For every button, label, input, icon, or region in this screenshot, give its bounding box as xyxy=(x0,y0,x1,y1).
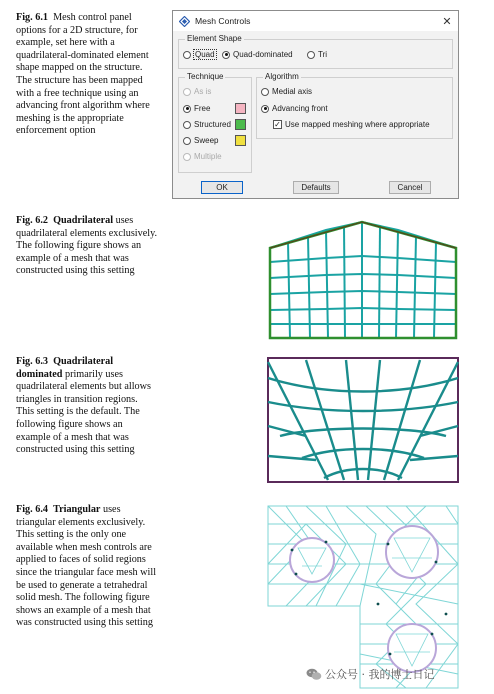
radio-advancing-front-label: Advancing front xyxy=(272,104,328,113)
technique-group xyxy=(178,72,252,173)
hole-left xyxy=(290,538,334,582)
radio-quad-dominated-indicator xyxy=(222,51,230,59)
radio-advancing-front[interactable] xyxy=(261,104,328,113)
radio-free[interactable] xyxy=(183,104,210,113)
radio-as-is[interactable] xyxy=(183,87,211,96)
radio-sweep-indicator xyxy=(183,137,191,145)
caption-text: uses triangular elements exclusively. This setting is the only one available when mesh controls are applied to faces of solid regions since the triangular face mesh will be used to generate a tetrahedral solid mesh. The following figure shows an example of a mesh that was constructed using this setting xyxy=(16,504,157,629)
algorithm-group xyxy=(256,72,453,139)
radio-tri-label: Tri xyxy=(318,50,328,59)
radio-as-is-label: As is xyxy=(194,87,212,96)
radio-as-is-indicator xyxy=(183,88,191,96)
caption-label: Fig. 6.2 xyxy=(16,215,48,226)
radio-medial-axis-label: Medial axis xyxy=(272,87,313,96)
cancel-button[interactable]: Cancel xyxy=(389,181,431,194)
mapped-meshing-label: Use mapped meshing where appropriate xyxy=(285,120,430,129)
mapped-meshing-checkbox[interactable] xyxy=(273,120,430,129)
hole-bottom xyxy=(388,624,436,672)
radio-free-label: Free xyxy=(194,104,211,113)
element-shape-legend: Element Shape xyxy=(187,34,242,43)
radio-multiple[interactable] xyxy=(183,152,222,161)
technique-legend: Technique xyxy=(187,72,224,81)
radio-advancing-front-indicator xyxy=(261,105,269,113)
radio-quad-dominated-label: Quad-dominated xyxy=(233,50,293,59)
quad-dominated-mesh-figure xyxy=(266,356,460,484)
caption-bold: Quadrilateral dominated xyxy=(16,356,114,380)
swatch-free xyxy=(235,103,246,114)
caption-label: Fig. 6.1 xyxy=(16,12,48,23)
caption-label: Fig. 6.3 xyxy=(16,356,48,367)
mesh-controls-dialog xyxy=(172,10,459,199)
caption-fig-6-2 xyxy=(16,215,158,278)
caption-text: primarily uses quadrilateral elements but allows triangles in transition regions. This setting is the default. The following figure shows an example of a mesh that was constructed using this setting xyxy=(16,368,151,456)
mesh-controls-app-icon xyxy=(179,16,190,27)
radio-quad-label: Quad xyxy=(195,50,215,59)
dialog-title: Mesh Controls xyxy=(195,16,251,26)
ok-button[interactable]: OK xyxy=(201,181,243,194)
radio-sweep-label: Sweep xyxy=(194,136,219,145)
defaults-button[interactable]: Defaults xyxy=(293,181,339,194)
radio-tri-indicator xyxy=(307,51,315,59)
radio-multiple-label: Multiple xyxy=(194,152,222,161)
radio-medial-axis[interactable] xyxy=(261,87,312,96)
swatch-structured xyxy=(235,119,246,130)
radio-structured[interactable] xyxy=(183,120,231,129)
watermark xyxy=(306,666,435,682)
radio-structured-label: Structured xyxy=(194,120,231,129)
swatch-sweep xyxy=(235,135,246,146)
quad-mesh-figure xyxy=(266,218,460,342)
caption-fig-6-3 xyxy=(16,356,158,457)
caption-bold: Quadrilateral xyxy=(53,215,114,226)
radio-structured-indicator xyxy=(183,121,191,129)
close-icon[interactable]: ✕ xyxy=(442,15,452,28)
radio-tri[interactable] xyxy=(307,50,327,59)
caption-bold: Triangular xyxy=(53,504,101,515)
radio-medial-axis-indicator xyxy=(261,88,269,96)
caption-label: Fig. 6.4 xyxy=(16,504,48,515)
algorithm-legend: Algorithm xyxy=(265,72,299,81)
radio-multiple-indicator xyxy=(183,153,191,161)
element-shape-group xyxy=(178,34,453,69)
checkmark-icon: ✓ xyxy=(274,120,281,129)
radio-quad[interactable] xyxy=(183,50,216,59)
caption-text: uses quadrilateral elements exclusively. The following figure shows an example of a mesh that was constructed using this setting xyxy=(16,215,158,277)
caption-text: Mesh control panel options for a 2D structure, for example, set here with a quadrilateral-dominated element shape mapped on the structure. The structure has been mapped with a free technique using an advancing front algorithm where meshing is the appropriate enforcement option xyxy=(16,12,150,137)
watermark-text: 公众号 · 我的博士日记 xyxy=(325,668,435,681)
radio-quad-dominated[interactable] xyxy=(222,50,293,59)
dialog-titlebar xyxy=(173,11,458,31)
radio-sweep[interactable] xyxy=(183,136,218,145)
caption-fig-6-4 xyxy=(16,504,158,630)
wechat-icon xyxy=(306,668,322,681)
radio-free-indicator xyxy=(183,105,191,113)
triangular-mesh-figure xyxy=(266,504,460,690)
caption-fig-6-1 xyxy=(16,12,158,138)
radio-quad-indicator xyxy=(183,51,191,59)
hole-right xyxy=(386,526,438,578)
